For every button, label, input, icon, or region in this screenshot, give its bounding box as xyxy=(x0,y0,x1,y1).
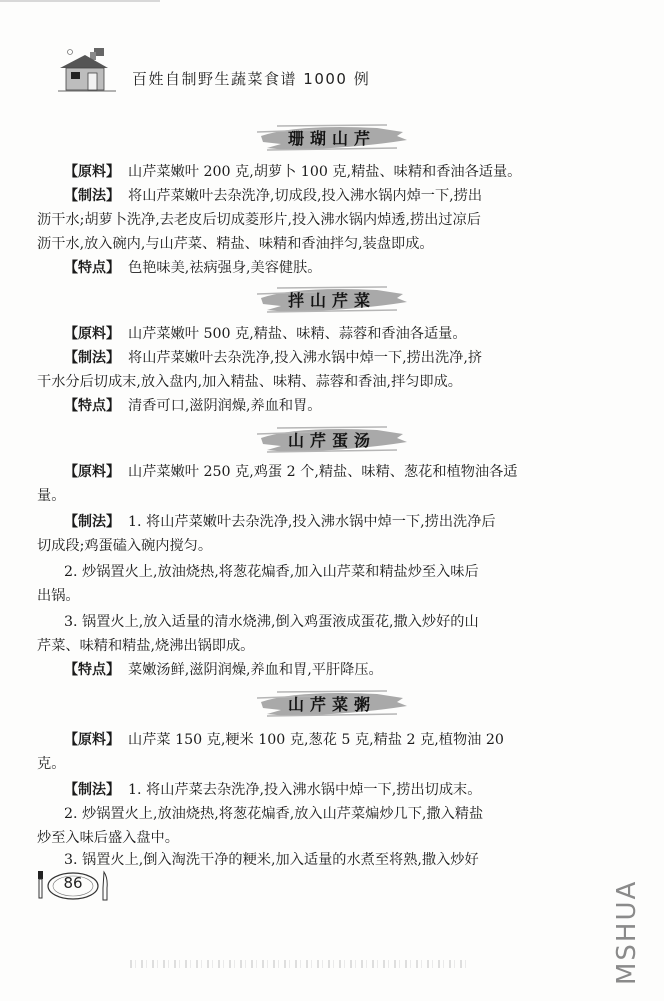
house-icon xyxy=(58,44,120,94)
recipe-line: 【原料】 山芹菜嫩叶 200 克,胡萝卜 100 克,精盐、味精和香油各适量。 xyxy=(64,164,522,180)
recipe-title: 山芹菜粥 xyxy=(287,695,376,714)
recipe-line: 【特点】 清香可口,滋阴润燥,养血和胃。 xyxy=(64,398,322,414)
recipe-line: 【原料】 山芹菜嫩叶 250 克,鸡蛋 2 个,精盐、味精、葱花和植物油各适 xyxy=(64,464,518,480)
recipe-title: 珊瑚山芹 xyxy=(287,129,376,148)
recipe-line: 2. 炒锅置火上,放油烧热,将葱花煸香,放入山芹菜煸炒几下,撒入精盐 xyxy=(64,806,484,822)
recipe-title: 拌山芹菜 xyxy=(287,291,376,310)
watermark: MSHUA xyxy=(612,879,642,985)
recipe-line: 2. 炒锅置火上,放油烧热,将葱花煸香,加入山芹菜和精盐炒至入味后 xyxy=(64,564,479,580)
recipe-line: 出锅。 xyxy=(37,588,80,604)
recipe-line: 克。 xyxy=(37,756,66,772)
recipe-line: 【制法】 将山芹菜嫩叶去杂洗净,投入沸水锅中焯一下,捞出洗净,挤 xyxy=(64,350,483,366)
recipe-title: 山芹蛋汤 xyxy=(287,431,376,450)
recipe-title-block xyxy=(0,120,664,156)
scan-artifact xyxy=(130,960,470,968)
recipe-line: 干水分后切成末,放入盘内,加入精盐、味精、蒜蓉和香油,拌匀即成。 xyxy=(37,374,462,390)
recipe-line: 【制法】 1. 将山芹菜去杂洗净,投入沸水锅中焯一下,捞出切成末。 xyxy=(64,782,482,798)
recipe-title-block xyxy=(0,686,664,722)
recipe-title-block xyxy=(0,422,664,458)
recipe-line: 【制法】 将山芹菜嫩叶去杂洗净,切成段,投入沸水锅内焯一下,捞出 xyxy=(64,188,483,204)
recipe-line: 【原料】 山芹菜 150 克,粳米 100 克,葱花 5 克,精盐 2 克,植物油 20 xyxy=(64,732,504,748)
recipe-line: 3. 锅置火上,倒入淘洗干净的粳米,加入适量的水煮至将熟,撒入炒好 xyxy=(64,852,479,868)
recipe-title-block xyxy=(0,282,664,318)
recipe-line: 【制法】 1. 将山芹菜嫩叶去杂洗净,投入沸水锅中焯一下,捞出洗净后 xyxy=(64,514,496,530)
recipe-line: 沥干水;胡萝卜洗净,去老皮后切成菱形片,投入沸水锅内焯透,捞出过凉后 xyxy=(37,212,481,228)
recipe-line: 3. 锅置火上,放入适量的清水烧沸,倒入鸡蛋液成蛋花,撒入炒好的山 xyxy=(64,614,479,630)
recipe-line: 切成段;鸡蛋磕入碗内搅匀。 xyxy=(37,538,213,554)
recipe-line: 量。 xyxy=(37,488,66,504)
recipe-line: 【特点】 菜嫩汤鲜,滋阴润燥,养血和胃,平肝降压。 xyxy=(64,662,383,678)
recipe-line: 【原料】 山芹菜嫩叶 500 克,精盐、味精、蒜蓉和香油各适量。 xyxy=(64,326,467,342)
running-title: 百姓自制野生蔬菜食谱 1000 例 xyxy=(132,70,371,88)
page-number: 86 xyxy=(63,874,83,892)
recipe-line: 炒至入味后盛入盘中。 xyxy=(37,830,179,846)
recipe-line: 沥干水,放入碗内,与山芹菜、精盐、味精和香油拌匀,装盘即成。 xyxy=(37,236,434,252)
recipe-line: 芹菜、味精和精盐,烧沸出锅即成。 xyxy=(37,638,255,654)
recipe-line: 【特点】 色艳味美,祛病强身,美容健肤。 xyxy=(64,260,322,276)
scan-edge xyxy=(0,0,160,2)
